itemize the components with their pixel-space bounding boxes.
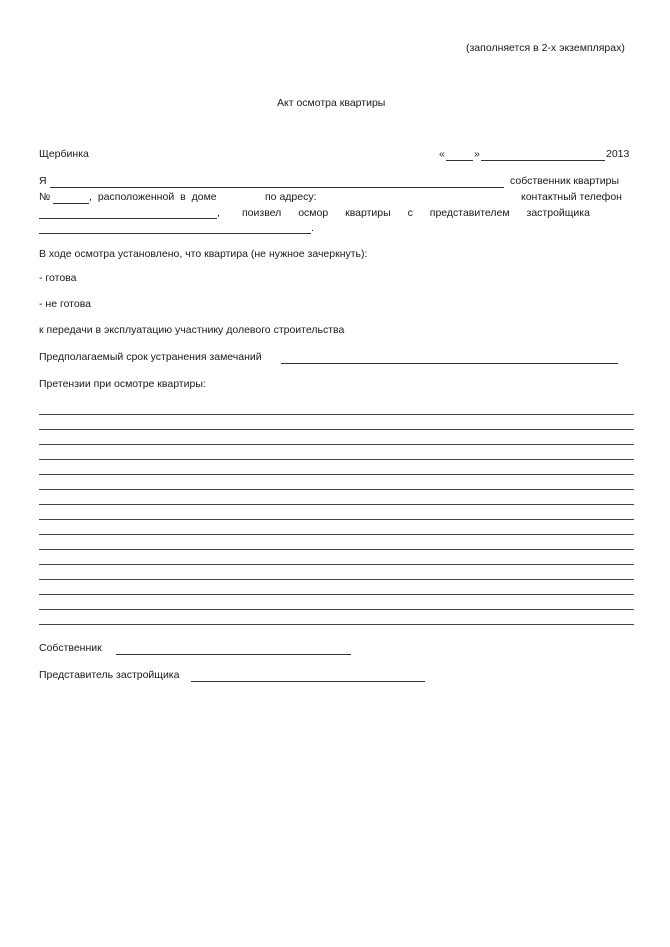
phone-label: контактный телефон (521, 191, 622, 203)
transfer-text: к передачи в эксплуатацию участнику долевого строительства (39, 324, 345, 336)
day-field[interactable] (446, 160, 473, 161)
claims-line[interactable] (39, 579, 634, 580)
established-text: В ходе осмотра установлено, что квартира (не нужное зачеркнуть): (39, 248, 368, 260)
phone-field[interactable] (39, 218, 217, 219)
option-not-ready[interactable]: - не готова (39, 298, 92, 310)
date-close-quote: » (474, 148, 480, 160)
pronoun-i: Я (39, 175, 47, 187)
representative-signature-field[interactable] (191, 681, 425, 682)
period: . (311, 222, 314, 234)
date-year: 2013 (606, 148, 630, 160)
representative-name-field[interactable] (39, 233, 311, 234)
representative-signature-label: Представитель застройщика (39, 669, 180, 681)
apartment-number-field[interactable] (53, 203, 89, 204)
number-sign: № (39, 191, 51, 203)
place-name: Щербинка (39, 148, 89, 160)
claims-label: Претензии при осмотре квартиры: (39, 378, 206, 390)
located-text: , расположенной в доме (89, 191, 217, 203)
deadline-field[interactable] (281, 363, 618, 364)
claims-line[interactable] (39, 504, 634, 505)
claims-line[interactable] (39, 489, 634, 490)
inspected-text: поизвел осмор квартиры с представителем застройщика (242, 207, 590, 219)
claims-line[interactable] (39, 519, 634, 520)
owner-signature-field[interactable] (116, 654, 351, 655)
claims-line[interactable] (39, 429, 634, 430)
owner-label: собственник квартиры (510, 175, 619, 187)
claims-line[interactable] (39, 564, 634, 565)
owner-name-field[interactable] (50, 187, 504, 188)
copies-note: (заполняется в 2-х экземплярах) (466, 42, 625, 54)
comma: , (217, 207, 220, 219)
date-open-quote: « (439, 148, 445, 160)
claims-line[interactable] (39, 549, 634, 550)
deadline-label: Предполагаемый срок устранения замечаний (39, 351, 262, 363)
claims-line[interactable] (39, 459, 634, 460)
claims-line[interactable] (39, 624, 634, 625)
claims-line[interactable] (39, 609, 634, 610)
claims-line[interactable] (39, 534, 634, 535)
claims-line[interactable] (39, 444, 634, 445)
claims-line[interactable] (39, 414, 634, 415)
claims-line[interactable] (39, 474, 634, 475)
month-field[interactable] (481, 160, 605, 161)
document-title: Акт осмотра квартиры (277, 97, 386, 109)
claims-line[interactable] (39, 594, 634, 595)
option-ready[interactable]: - готова (39, 272, 77, 284)
owner-signature-label: Собственник (39, 642, 102, 654)
address-label: по адресу: (265, 191, 317, 203)
